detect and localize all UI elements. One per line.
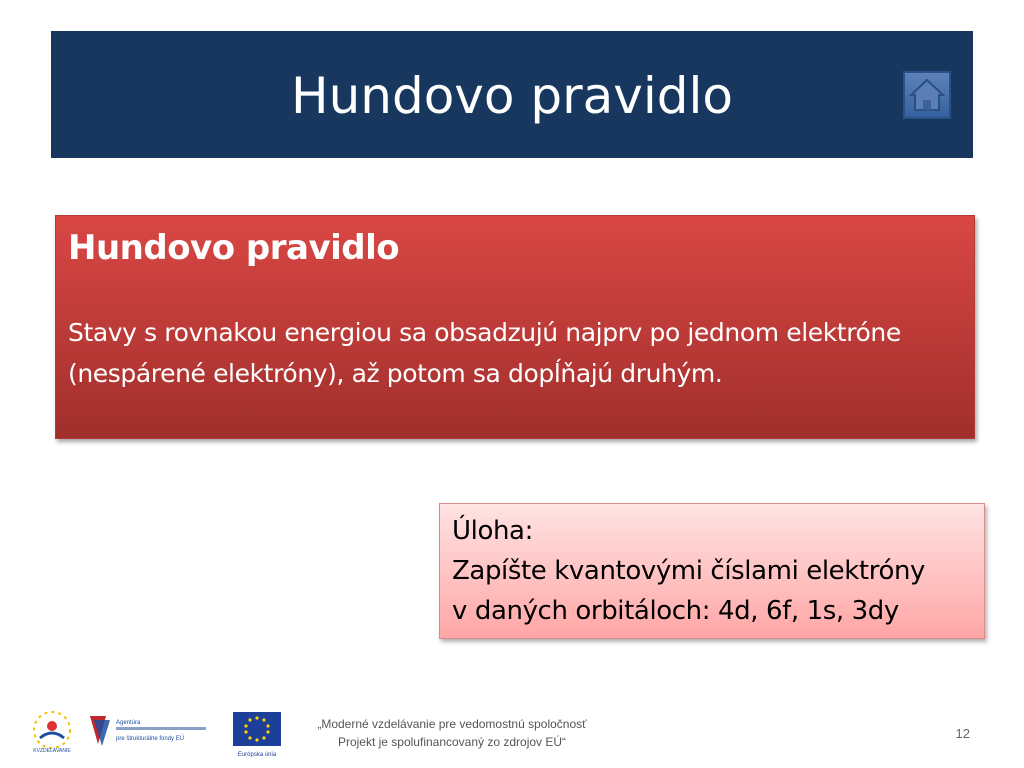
slide-title: Hundovo pravidlo [290,67,734,125]
definition-box [55,215,975,439]
eu-flag-logo [233,712,281,758]
home-icon [908,76,946,114]
task-instruction: Zapíšte kvantovými číslami elektróny [452,556,926,586]
logo3-label: Európska únia [237,752,277,758]
definition-heading: Hundovo pravidlo [68,228,400,268]
definition-text: Stavy s rovnakou energiou sa obsadzujú najprv po jednom elektróne (nespárené elektróny), až potom sa dopĺňajú druhým. [68,318,901,388]
logo1-label: KVZDELÁVANIE [33,748,71,754]
logo2-label2: pre štrukturálne fondy EÚ [116,736,185,742]
agency-logo [90,716,206,746]
footer-logos [28,706,288,762]
page-number: 12 [955,726,970,741]
task-label: Úloha: [452,516,533,546]
footer-line-1: „Moderné vzdelávanie pre vedomostnú spoločnosť [317,717,587,731]
task-box [439,503,985,639]
logo2-label1: Agentúra [116,720,141,726]
footer-line-2: Projekt je spolufinancovaný zo zdrojov EÚ“ [337,735,567,749]
home-button[interactable] [903,71,951,119]
operational-program-logo [33,712,71,754]
task-orbitals: v daných orbitáloch: 4d, 6f, 1s, 3dy [452,596,899,626]
title-bar [51,31,973,158]
footer-text [302,715,602,751]
